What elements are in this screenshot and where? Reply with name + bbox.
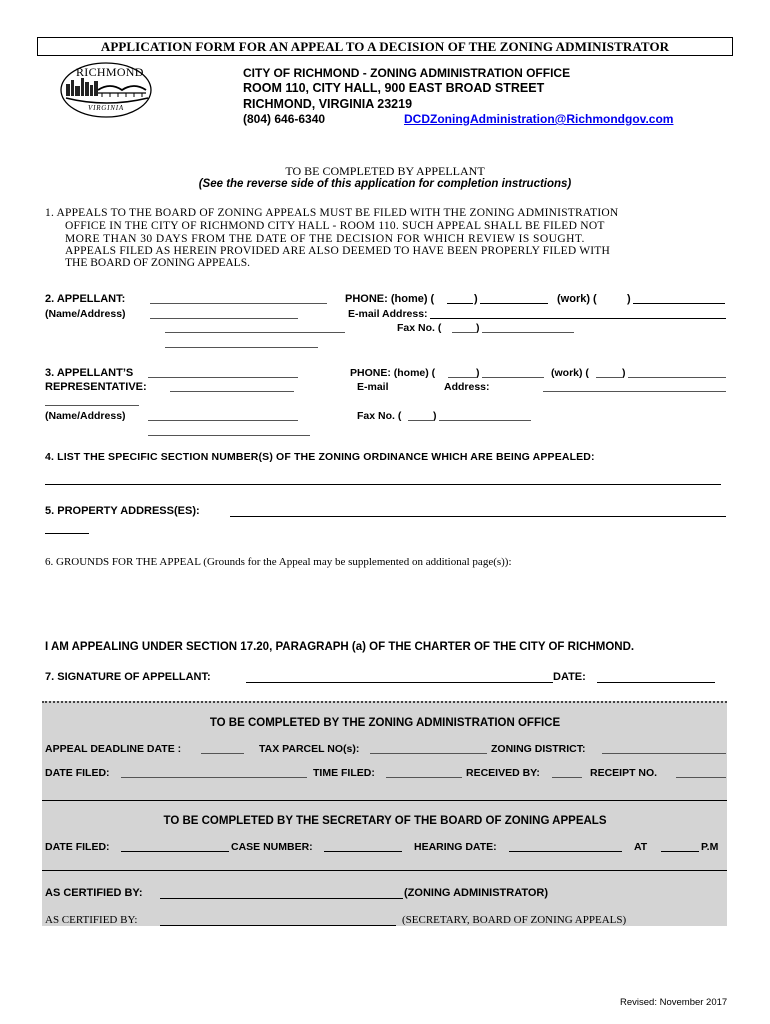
property-address-field-1[interactable] <box>230 516 726 517</box>
secretary-date-filed-label: DATE FILED: <box>45 841 110 853</box>
item5-label: 5. PROPERTY ADDRESS(ES): <box>45 505 200 517</box>
appeal-deadline-label: APPEAL DEADLINE DATE : <box>45 743 182 755</box>
item3-label2: REPRESENTATIVE: <box>45 381 147 393</box>
rep-email-field[interactable] <box>543 391 726 392</box>
item2-sublabel: (Name/Address) <box>45 308 126 320</box>
secretary-heading: TO BE COMPLETED BY THE SECRETARY OF THE BOARD OF ZONING APPEALS <box>163 815 607 827</box>
appellant-fax-area-field[interactable] <box>452 332 476 333</box>
grounds-text-area[interactable] <box>45 575 725 630</box>
appellant-home-phone-field[interactable] <box>480 303 548 304</box>
item3-address-label: Address: <box>444 381 490 393</box>
office-use-top-border <box>42 701 727 703</box>
item3-fax-label: Fax No. ( <box>357 410 402 422</box>
form-title: APPLICATION FORM FOR AN APPEAL TO A DECISION OF THE ZONING ADMINISTRATOR <box>100 39 670 54</box>
item3-phone-label: PHONE: (home) ( <box>350 367 436 379</box>
item1-line3: MORE THAN 30 DAYS FROM THE DATE OF THE DECISION FOR WHICH REVIEW IS SOUGHT. <box>65 233 585 245</box>
time-filed-field[interactable] <box>386 777 462 778</box>
rep-address-field-1[interactable] <box>148 420 298 421</box>
appellant-heading: TO BE COMPLETED BY APPELLANT <box>285 164 485 178</box>
zoning-district-field[interactable] <box>602 753 726 754</box>
item6-label <box>45 556 512 568</box>
item3-work-close: ) <box>622 367 626 379</box>
item2-phone-label: PHONE: (home) ( <box>345 293 435 305</box>
item3-sublabel: (Name/Address) <box>45 410 126 422</box>
office-name: CITY OF RICHMOND - ZONING ADMINISTRATION OFFICE <box>243 66 571 80</box>
item3-email-label: E-mail <box>357 381 389 393</box>
time-filed-label: TIME FILED: <box>313 767 375 779</box>
secretary-signature-field[interactable] <box>160 925 396 926</box>
item3-label1: 3. APPELLANT’S <box>45 367 134 379</box>
appellant-address-field-3[interactable] <box>165 347 318 348</box>
item2-work-close: ) <box>627 293 631 305</box>
office-use-divider <box>42 800 727 801</box>
item4-label: 4. LIST THE SPECIFIC SECTION NUMBER(S) OF THE ZONING ORDINANCE WHICH ARE BEING APPEALED: <box>45 451 595 463</box>
case-number-label: CASE NUMBER: <box>231 841 313 853</box>
logo-bottom-word: VIRGINIA <box>88 104 124 112</box>
certified2-role: (SECRETARY, BOARD OF ZONING APPEALS) <box>402 914 627 926</box>
appellant-address-field-1[interactable] <box>150 318 298 319</box>
secretary-divider <box>42 870 727 871</box>
office-date-filed-label: DATE FILED: <box>45 767 110 779</box>
hearing-date-label: HEARING DATE: <box>414 841 497 853</box>
hearing-at-label: AT <box>634 841 648 853</box>
revised-date: Revised: November 2017 <box>620 997 728 1008</box>
item2-fax-label: Fax No. ( <box>397 322 442 334</box>
receipt-no-label: RECEIPT NO. <box>590 767 658 779</box>
tax-parcel-label: TAX PARCEL NO(s): <box>259 743 360 755</box>
rep-fax-area-field[interactable] <box>408 420 433 421</box>
form-title-box <box>37 37 733 56</box>
received-by-field[interactable] <box>552 777 582 778</box>
zoning-administrator-signature-field[interactable] <box>160 898 403 899</box>
office-use-heading: TO BE COMPLETED BY THE ZONING ADMINISTRATION OFFICE <box>209 717 561 729</box>
item3-phone-close: ) <box>476 367 480 379</box>
case-number-field[interactable] <box>324 851 402 852</box>
item2-phone-mid: ) <box>474 293 478 305</box>
item1-line5: THE BOARD OF ZONING APPEALS. <box>65 257 250 269</box>
appellant-address-field-2[interactable] <box>165 332 345 333</box>
rep-name-field-3[interactable] <box>45 405 139 406</box>
item2-label: 2. APPELLANT: <box>45 293 126 305</box>
rep-work-phone-field[interactable] <box>628 377 726 378</box>
item7-label: 7. SIGNATURE OF APPELLANT: <box>45 671 211 683</box>
item3-work-label: (work) ( <box>551 367 589 379</box>
rep-home-phone-field[interactable] <box>482 377 544 378</box>
office-address1: ROOM 110, CITY HALL, 900 EAST BROAD STREET <box>243 81 545 95</box>
hearing-pm-label: P.M <box>701 841 719 853</box>
zoning-district-label: ZONING DISTRICT: <box>491 743 586 755</box>
item1-line1: 1. APPEALS TO THE BOARD OF ZONING APPEALS MUST BE FILED WITH THE ZONING ADMINISTRATION <box>45 207 619 219</box>
rep-fax-field[interactable] <box>439 420 531 421</box>
certified2-label: AS CERTIFIED BY: <box>45 914 138 926</box>
hearing-date-field[interactable] <box>509 851 622 852</box>
item2-work-label: (work) ( <box>557 293 597 305</box>
rep-home-area-field[interactable] <box>448 377 476 378</box>
item2-email-label: E-mail Address: <box>348 308 428 320</box>
appellant-name-field[interactable] <box>150 303 327 304</box>
item7-date-label: DATE: <box>553 671 586 683</box>
instructions-note: (See the reverse side of this application for completion instructions) <box>198 178 572 190</box>
office-date-filed-field[interactable] <box>121 777 307 778</box>
office-phone: (804) 646-6340 <box>243 112 326 126</box>
item3-fax-close: ) <box>433 410 437 422</box>
office-address2: RICHMOND, VIRGINIA 23219 <box>243 97 413 111</box>
hearing-time-field[interactable] <box>661 851 699 852</box>
rep-name-field-1[interactable] <box>148 377 298 378</box>
rep-address-field-2[interactable] <box>148 435 310 436</box>
tax-parcel-field[interactable] <box>370 753 487 754</box>
appellant-work-phone-field[interactable] <box>633 303 725 304</box>
signature-field[interactable] <box>246 682 553 683</box>
item1-line4: APPEALS FILED AS HEREIN PROVIDED ARE ALSO DEEMED TO HAVE BEEN PROPERLY FILED WITH <box>65 245 611 257</box>
charter-statement: I AM APPEALING UNDER SECTION 17.20, PARAGRAPH (a) OF THE CHARTER OF THE CITY OF RICHMOND. <box>45 641 635 653</box>
logo-top-word: RICHMOND <box>76 65 144 79</box>
received-by-label: RECEIVED BY: <box>466 767 540 779</box>
item6-label-text: 6. GROUNDS FOR THE APPEAL (Grounds for the Appeal may be supplemented on additional page(s)): <box>45 556 512 568</box>
appeal-deadline-field[interactable] <box>201 753 244 754</box>
property-address-field-2[interactable] <box>45 533 89 534</box>
richmond-logo <box>58 60 154 120</box>
certified1-role: (ZONING ADMINISTRATOR) <box>404 887 549 899</box>
certified1-label: AS CERTIFIED BY: <box>45 887 143 899</box>
appellant-email-field[interactable] <box>430 318 726 319</box>
secretary-date-filed-field[interactable] <box>121 851 229 852</box>
office-use-panel <box>42 701 727 926</box>
appellant-fax-field[interactable] <box>482 332 574 333</box>
appellant-home-area-field[interactable] <box>447 303 473 304</box>
item1-line2: OFFICE IN THE CITY OF RICHMOND CITY HALL - ROOM 110. SUCH APPEAL SHALL BE FILED NOT <box>65 220 605 232</box>
ordinance-sections-field[interactable] <box>45 484 721 485</box>
office-email-link[interactable]: DCDZoningAdministration@Richmondgov.com <box>404 112 674 126</box>
signature-date-field[interactable] <box>597 682 715 683</box>
rep-work-area-field[interactable] <box>596 377 622 378</box>
receipt-no-field[interactable] <box>676 777 726 778</box>
rep-name-field-2[interactable] <box>170 391 294 392</box>
item2-fax-close: ) <box>476 322 480 334</box>
